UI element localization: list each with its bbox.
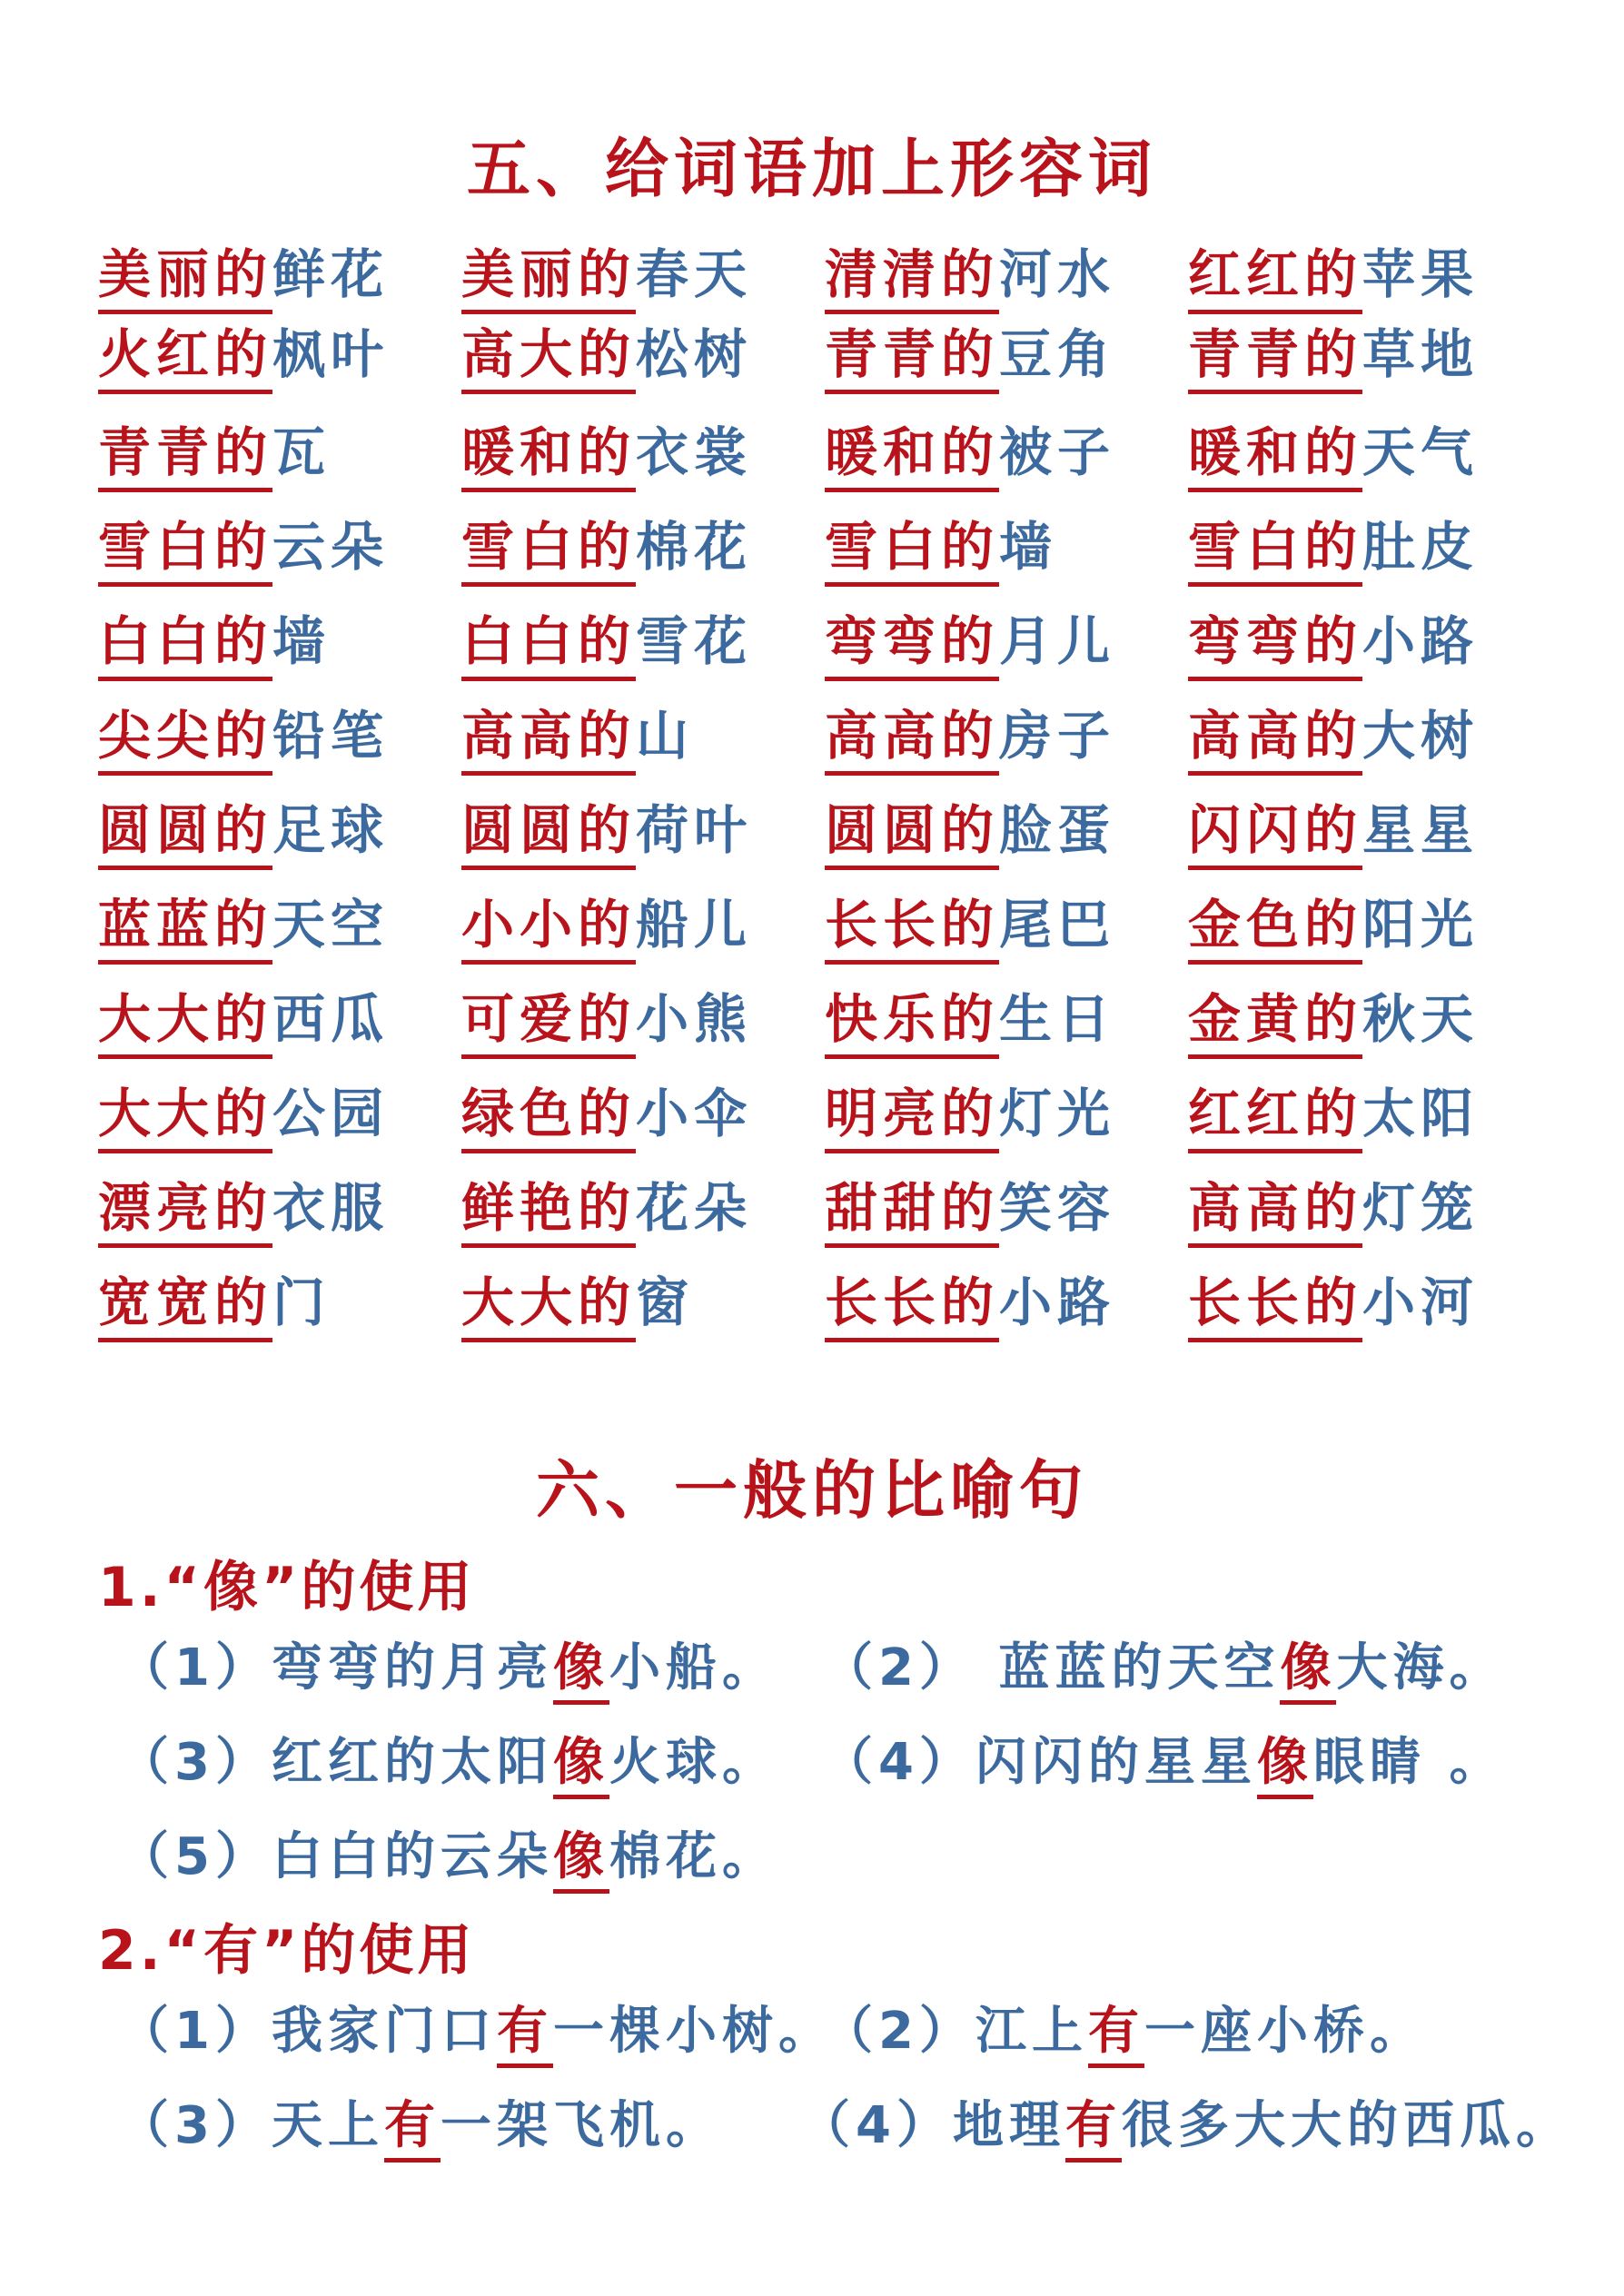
word-phrase bbox=[1188, 888, 1479, 965]
noun: 月儿 bbox=[999, 610, 1116, 672]
adjective-underlined: 圆圆的 bbox=[461, 797, 636, 870]
word-phrase bbox=[825, 794, 1115, 870]
adjective-underlined: 美丽的 bbox=[98, 241, 272, 314]
noun: 灯光 bbox=[999, 1083, 1116, 1144]
adjective-underlined: 高大的 bbox=[461, 321, 636, 394]
sentence-text: 一座小桥。 bbox=[1144, 2002, 1426, 2061]
adjective-underlined: 长长的 bbox=[1188, 1269, 1362, 1342]
sentence-text: 棉花。 bbox=[609, 1827, 778, 1886]
word-phrase bbox=[461, 1172, 752, 1248]
noun: 笑容 bbox=[999, 1177, 1116, 1239]
word-phrase bbox=[461, 605, 752, 681]
word-phrase bbox=[461, 699, 694, 776]
adjective-underlined: 大大的 bbox=[98, 1080, 272, 1153]
noun: 苹果 bbox=[1362, 243, 1480, 305]
highlight-word: 像 bbox=[1257, 1731, 1313, 1799]
sentence-text: 小船。 bbox=[609, 1638, 778, 1697]
word-phrase bbox=[1188, 416, 1479, 492]
adjective-underlined: 蓝蓝的 bbox=[98, 891, 272, 965]
noun: 小伞 bbox=[636, 1083, 753, 1144]
noun: 脸蛋 bbox=[999, 799, 1116, 861]
word-phrase bbox=[825, 983, 1115, 1059]
adjective-underlined: 火红的 bbox=[98, 321, 272, 394]
noun: 墙 bbox=[272, 610, 332, 672]
sentence-text: 天上 bbox=[271, 2096, 384, 2155]
word-phrase bbox=[98, 1266, 331, 1342]
word-row bbox=[98, 510, 1570, 592]
adjective-underlined: 暖和的 bbox=[1188, 419, 1362, 492]
word-phrase bbox=[98, 983, 389, 1059]
word-phrase bbox=[461, 318, 752, 394]
adjective-underlined: 可爱的 bbox=[461, 985, 636, 1059]
adjective-underlined: 快乐的 bbox=[825, 985, 999, 1059]
word-phrase bbox=[825, 1077, 1115, 1153]
adjective-underlined: 暖和的 bbox=[461, 419, 636, 492]
noun: 船儿 bbox=[636, 894, 753, 955]
highlight-word: 有 bbox=[1065, 2094, 1122, 2162]
adjective-underlined: 高高的 bbox=[1188, 1174, 1362, 1248]
noun: 云朵 bbox=[272, 516, 390, 578]
word-row bbox=[98, 605, 1570, 687]
word-phrase bbox=[825, 1172, 1115, 1248]
word-phrase bbox=[98, 605, 331, 681]
noun: 秋天 bbox=[1362, 988, 1480, 1050]
noun: 衣服 bbox=[272, 1177, 390, 1239]
sentence-text: 蓝蓝的天空 bbox=[975, 1638, 1281, 1697]
word-phrase bbox=[1188, 794, 1479, 870]
noun: 门 bbox=[272, 1272, 332, 1333]
sentence-xiang-2 bbox=[822, 1628, 1505, 1705]
sentence-you-1 bbox=[118, 1991, 835, 2068]
noun: 太阳 bbox=[1362, 1083, 1480, 1144]
sentence-number: （2） bbox=[822, 1638, 975, 1697]
sentence-text: 白白的云朵 bbox=[271, 1827, 553, 1886]
noun: 天空 bbox=[272, 894, 390, 955]
noun: 铅笔 bbox=[272, 705, 390, 767]
word-phrase bbox=[825, 699, 1115, 776]
word-row bbox=[98, 794, 1570, 876]
noun: 窗 bbox=[636, 1272, 695, 1333]
adjective-underlined: 金色的 bbox=[1188, 891, 1362, 965]
word-phrase bbox=[1188, 238, 1479, 314]
word-phrase bbox=[1188, 605, 1479, 681]
adjective-underlined: 绿色的 bbox=[461, 1080, 636, 1153]
word-phrase bbox=[98, 510, 389, 587]
word-phrase bbox=[98, 1172, 389, 1248]
sentence-number: （5） bbox=[118, 1827, 272, 1886]
word-phrase bbox=[461, 1266, 694, 1342]
word-row bbox=[98, 238, 1570, 320]
word-phrase bbox=[1188, 1266, 1479, 1342]
sentence-text: 火球。 bbox=[609, 1733, 778, 1792]
noun: 小路 bbox=[1362, 610, 1480, 672]
sentence-number: （4） bbox=[799, 2096, 953, 2155]
adjective-underlined: 宽宽的 bbox=[98, 1269, 272, 1342]
noun: 大树 bbox=[1362, 705, 1480, 767]
highlight-word: 像 bbox=[1280, 1637, 1336, 1705]
noun: 荷叶 bbox=[636, 799, 753, 861]
adjective-underlined: 雪白的 bbox=[1188, 513, 1362, 587]
adjective-underlined: 美丽的 bbox=[461, 241, 636, 314]
word-phrase bbox=[98, 318, 389, 394]
adjective-underlined: 圆圆的 bbox=[98, 797, 272, 870]
noun: 墙 bbox=[999, 516, 1058, 578]
sentence-text: 闪闪的星星 bbox=[975, 1733, 1257, 1792]
word-phrase bbox=[461, 794, 752, 870]
noun: 肚皮 bbox=[1362, 516, 1480, 578]
sentence-text: 一棵小树。 bbox=[552, 2002, 835, 2061]
noun: 公园 bbox=[272, 1083, 390, 1144]
word-phrase bbox=[1188, 1077, 1479, 1153]
adjective-underlined: 明亮的 bbox=[825, 1080, 999, 1153]
sentence-text: 地理 bbox=[952, 2096, 1065, 2155]
adjective-underlined: 圆圆的 bbox=[825, 797, 999, 870]
noun: 尾巴 bbox=[999, 894, 1116, 955]
word-row bbox=[98, 1077, 1570, 1159]
noun: 枫叶 bbox=[272, 323, 390, 385]
word-phrase bbox=[98, 238, 389, 314]
noun: 小熊 bbox=[636, 988, 753, 1050]
noun: 豆角 bbox=[999, 323, 1116, 385]
word-row bbox=[98, 1172, 1570, 1253]
sentence-number: （1） bbox=[118, 1638, 272, 1697]
word-row bbox=[98, 983, 1570, 1064]
word-phrase bbox=[1188, 318, 1479, 394]
adjective-underlined: 大大的 bbox=[98, 985, 272, 1059]
word-row bbox=[98, 699, 1570, 781]
adjective-underlined: 金黄的 bbox=[1188, 985, 1362, 1059]
noun: 山 bbox=[636, 705, 695, 767]
adjective-underlined: 高高的 bbox=[1188, 702, 1362, 776]
adjective-underlined: 鲜艳的 bbox=[461, 1174, 636, 1248]
word-phrase bbox=[461, 888, 752, 965]
word-phrase bbox=[98, 416, 331, 492]
adjective-underlined: 弯弯的 bbox=[1188, 608, 1362, 681]
word-phrase bbox=[1188, 699, 1479, 776]
highlight-word: 像 bbox=[553, 1637, 609, 1705]
noun: 生日 bbox=[999, 988, 1116, 1050]
noun: 阳光 bbox=[1362, 894, 1480, 955]
adjective-underlined: 高高的 bbox=[461, 702, 636, 776]
adjective-underlined: 暖和的 bbox=[825, 419, 999, 492]
word-phrase bbox=[825, 1266, 1115, 1342]
noun: 河水 bbox=[999, 243, 1116, 305]
noun: 棉花 bbox=[636, 516, 753, 578]
highlight-word: 有 bbox=[497, 2000, 553, 2068]
sentence-xiang-3 bbox=[118, 1722, 778, 1799]
adjective-underlined: 青青的 bbox=[825, 321, 999, 394]
section-5-title: 五、给词语加上形容词 bbox=[467, 132, 1157, 206]
subsection-xiang-title: 1.“像”的使用 bbox=[98, 1556, 476, 1619]
sentence-text: 大海。 bbox=[1336, 1638, 1506, 1697]
sentence-number: （1） bbox=[118, 2002, 272, 2061]
word-phrase bbox=[98, 699, 389, 776]
noun: 春天 bbox=[636, 243, 753, 305]
sentence-xiang-5 bbox=[118, 1816, 778, 1894]
noun: 小河 bbox=[1362, 1272, 1480, 1333]
word-phrase bbox=[1188, 1172, 1479, 1248]
sentence-you-2 bbox=[822, 1991, 1426, 2068]
word-phrase bbox=[461, 1077, 752, 1153]
sentence-number: （3） bbox=[118, 2096, 272, 2155]
sentence-text: 红红的太阳 bbox=[271, 1733, 553, 1792]
adjective-underlined: 清清的 bbox=[825, 241, 999, 314]
adjective-underlined: 长长的 bbox=[825, 1269, 999, 1342]
word-row bbox=[98, 1266, 1570, 1348]
sentence-you-3 bbox=[118, 2085, 722, 2162]
adjective-underlined: 白白的 bbox=[461, 608, 636, 681]
adjective-underlined: 漂亮的 bbox=[98, 1174, 272, 1248]
noun: 西瓜 bbox=[272, 988, 390, 1050]
word-phrase bbox=[461, 983, 752, 1059]
highlight-word: 有 bbox=[384, 2094, 441, 2162]
noun: 花朵 bbox=[636, 1177, 753, 1239]
word-phrase bbox=[461, 416, 752, 492]
word-phrase bbox=[98, 888, 389, 965]
word-row bbox=[98, 416, 1570, 498]
noun: 草地 bbox=[1362, 323, 1480, 385]
noun: 被子 bbox=[999, 421, 1116, 483]
word-phrase bbox=[461, 510, 752, 587]
adjective-underlined: 大大的 bbox=[461, 1269, 636, 1342]
word-phrase bbox=[825, 510, 1057, 587]
word-phrase bbox=[825, 605, 1115, 681]
sentence-text: 一架飞机。 bbox=[440, 2096, 722, 2155]
sentence-text: 很多大大的西瓜。 bbox=[1121, 2096, 1572, 2155]
adjective-underlined: 长长的 bbox=[825, 891, 999, 965]
sentence-number: （2） bbox=[822, 2002, 975, 2061]
noun: 鲜花 bbox=[272, 243, 390, 305]
sentence-number: （4） bbox=[822, 1733, 975, 1792]
adjective-underlined: 雪白的 bbox=[825, 513, 999, 587]
word-phrase bbox=[461, 238, 752, 314]
word-row bbox=[98, 888, 1570, 970]
adjective-underlined: 雪白的 bbox=[98, 513, 272, 587]
adjective-underlined: 青青的 bbox=[1188, 321, 1362, 394]
noun: 小路 bbox=[999, 1272, 1116, 1333]
adjective-underlined: 小小的 bbox=[461, 891, 636, 965]
sentence-text: 眼睛 。 bbox=[1312, 1733, 1506, 1792]
adjective-underlined: 尖尖的 bbox=[98, 702, 272, 776]
adjective-underlined: 闪闪的 bbox=[1188, 797, 1362, 870]
adjective-underlined: 甜甜的 bbox=[825, 1174, 999, 1248]
section-6-title: 六、一般的比喻句 bbox=[536, 1453, 1088, 1528]
noun: 松树 bbox=[636, 323, 753, 385]
adjective-underlined: 雪白的 bbox=[461, 513, 636, 587]
sentence-text: 江上 bbox=[975, 2002, 1088, 2061]
sentence-xiang-4 bbox=[822, 1722, 1505, 1799]
word-phrase bbox=[825, 318, 1115, 394]
word-phrase bbox=[98, 794, 389, 870]
noun: 衣裳 bbox=[636, 421, 753, 483]
highlight-word: 像 bbox=[553, 1826, 609, 1894]
adjective-underlined: 红红的 bbox=[1188, 1080, 1362, 1153]
noun: 天气 bbox=[1362, 421, 1480, 483]
sentence-text: 弯弯的月亮 bbox=[271, 1638, 553, 1697]
highlight-word: 像 bbox=[553, 1731, 609, 1799]
noun: 足球 bbox=[272, 799, 390, 861]
adjective-underlined: 高高的 bbox=[825, 702, 999, 776]
word-row bbox=[98, 318, 1570, 400]
word-phrase bbox=[825, 238, 1115, 314]
sentence-you-4 bbox=[799, 2085, 1572, 2162]
noun: 星星 bbox=[1362, 799, 1480, 861]
highlight-word: 有 bbox=[1088, 2000, 1144, 2068]
sentence-text: 我家门口 bbox=[271, 2002, 497, 2061]
sentence-number: （3） bbox=[118, 1733, 272, 1792]
noun: 雪花 bbox=[636, 610, 753, 672]
adjective-underlined: 红红的 bbox=[1188, 241, 1362, 314]
adjective-underlined: 青青的 bbox=[98, 419, 272, 492]
word-phrase bbox=[1188, 510, 1479, 587]
word-phrase bbox=[1188, 983, 1479, 1059]
subsection-you-title: 2.“有”的使用 bbox=[98, 1919, 476, 1983]
adjective-underlined: 白白的 bbox=[98, 608, 272, 681]
word-phrase bbox=[98, 1077, 389, 1153]
noun: 房子 bbox=[999, 705, 1116, 767]
word-phrase bbox=[825, 416, 1115, 492]
noun: 灯笼 bbox=[1362, 1177, 1480, 1239]
sentence-xiang-1 bbox=[118, 1628, 778, 1705]
word-phrase bbox=[825, 888, 1115, 965]
adjective-underlined: 弯弯的 bbox=[825, 608, 999, 681]
noun: 瓦 bbox=[272, 421, 332, 483]
